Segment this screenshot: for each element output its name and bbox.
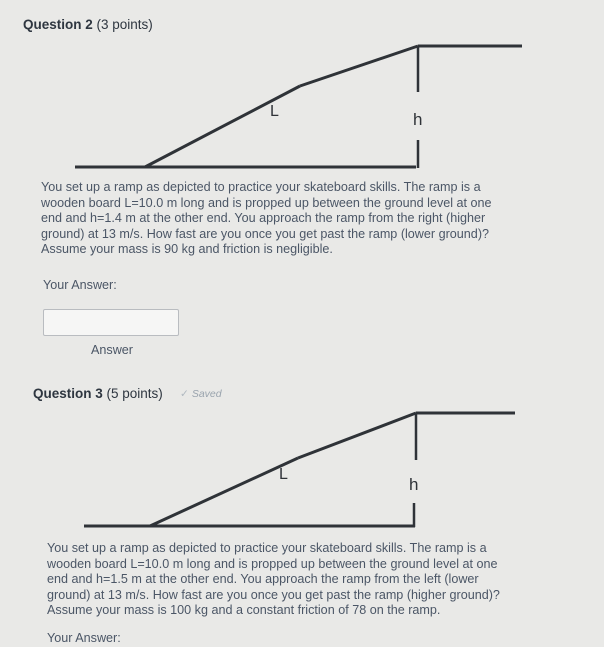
question-3-points: (5 points)	[106, 386, 163, 401]
question-3-title	[33, 386, 163, 401]
ramp-board-upper	[300, 46, 418, 86]
height-label: h	[409, 475, 419, 494]
question-2-line: Assume your mass is 90 kg and friction is negligible.	[41, 242, 333, 256]
question-3-line: You set up a ramp as depicted to practice your skateboard skills. The ramp is a	[47, 541, 487, 555]
length-label: L	[279, 466, 288, 483]
ramp-diagram-q2	[0, 0, 604, 180]
question-3-line: end and h=1.5 m at the other end. You approach the ramp from the left (lower	[47, 572, 479, 586]
check-icon: ✓	[180, 388, 189, 400]
question-3-line: wooden board L=10.0 m long and is propped up between the ground level at one	[47, 556, 498, 571]
question-2-line: You set up a ramp as depicted to practice your skateboard skills. The ramp is a	[41, 180, 481, 194]
question-3-line: ground) at 13 m/s. How fast are you once you get past the ramp (higher ground)?	[47, 587, 500, 602]
answer-input[interactable]	[43, 309, 179, 336]
answer-caption: Answer	[91, 343, 133, 357]
ramp-diagram-q3	[0, 400, 604, 535]
saved-status	[180, 388, 222, 400]
question-3-line: Assume your mass is 100 kg and a constant friction of 78 on the ramp.	[47, 603, 441, 617]
ramp-board-upper	[298, 413, 416, 458]
question-2-line: end and h=1.4 m at the other end. You approach the ramp from the right (higher	[41, 211, 486, 225]
height-label: h	[413, 110, 423, 129]
ramp-board-lower	[145, 86, 300, 167]
question-2-number: Question 2	[23, 17, 93, 32]
question-2-line: ground) at 13 m/s. How fast are you once you get past the ramp (lower ground)?	[41, 226, 490, 241]
question-2-line: wooden board L=10.0 m long and is propped up between the ground level at one	[41, 195, 492, 210]
your-answer-label: Your Answer:	[43, 278, 117, 292]
question-2-text	[41, 180, 492, 258]
question-2-points: (3 points)	[96, 17, 153, 32]
saved-label: Saved	[191, 388, 222, 400]
question-3-number: Question 3	[33, 386, 103, 401]
length-label: L	[270, 103, 279, 120]
ramp-board-lower	[150, 458, 298, 526]
your-answer-label-q3: Your Answer:	[47, 631, 121, 645]
question-3-text	[47, 541, 500, 619]
